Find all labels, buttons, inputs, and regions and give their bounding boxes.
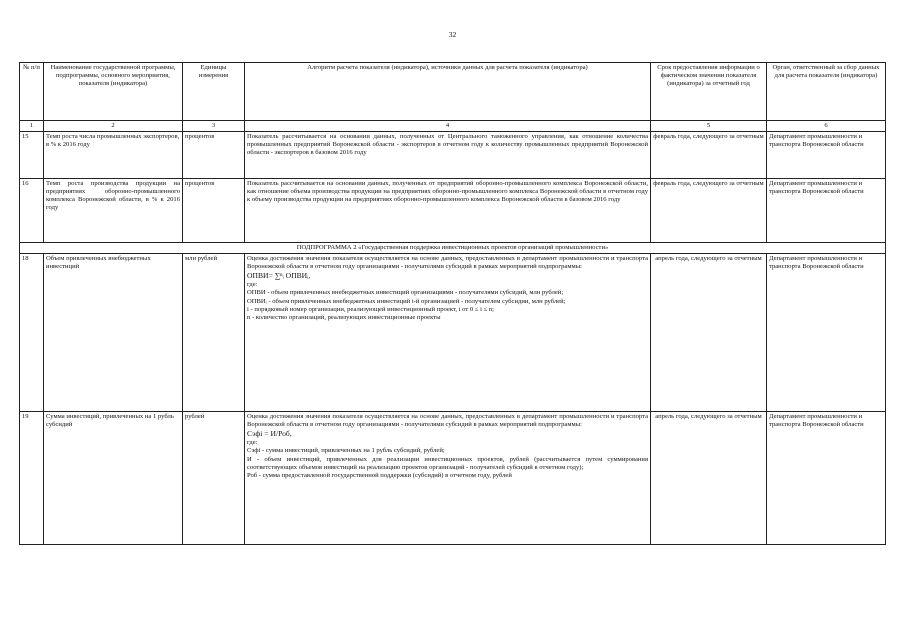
row-organ: Департамент промышленности и транспорта Воронежской области [767,179,886,243]
table-row [20,179,886,243]
formula: Сэфi = И/Роб, [247,429,292,439]
row-name: Темп роста числа промышленных экспортеров, в % к 2016 году [44,132,183,179]
header-algorithm: Алгоритм расчета показателя (индикатора), источники данных для расчета показателя (индикатора) [245,63,651,121]
header-organ: Орган, ответственный за сбор данных для расчета показателя (индикатора) [767,63,886,121]
header-term: Срок предоставления информации о фактическом значении показателя (индикатора) за отчетный год [651,63,767,121]
row-unit: процентов [183,179,245,243]
row-algorithm: Показатель рассчитывается на основании данных, полученных от предприятий оборонно-промышленного комплекса Воронежской области, как отношение объема производства продукции на предприятиях оборонно-промышленного комплекса Воронежской области в отчетном году к объему производства продукции на предприятиях оборонно-промышленного комплекса Воронежской области в базовом 2016 году [245,179,651,243]
definition: ОПВИᵢ - объем привлеченных внебюджетных инвестиций i-й организацией - получателем субсидии, млн рублей; [247,297,566,305]
column-number: 4 [245,121,651,132]
definition: Сэфi - сумма инвестиций, привлеченных на 1 рубль субсидий, рублей; [247,447,445,455]
table-row [20,132,886,179]
row-num: 15 [20,132,44,179]
row-num: 16 [20,179,44,243]
column-number-row [20,121,886,132]
definition: ОПВИ - объем привлеченных внебюджетных инвестиций организациями - получателями субсидий, млн рублей; [247,289,564,297]
column-number: 1 [20,121,44,132]
table-header-row [20,63,886,121]
row-term: февраль года, следующего за отчетным [651,132,767,179]
column-number: 2 [44,121,183,132]
formula-where: где: [247,439,258,447]
subprogram-title: ПОДПРОГРАММА 2 «Государственная поддержка инвестиционных проектов организаций промышленности» [20,243,886,254]
row-num: 18 [20,254,44,412]
row-unit: процентов [183,132,245,179]
subprogram-row [20,243,886,254]
row-organ: Департамент промышленности и транспорта Воронежской области [767,132,886,179]
column-number: 6 [767,121,886,132]
header-name: Наименование государственной программы, подпрограммы, основного мероприятия, показателя (индикатора) [44,63,183,121]
row-name: Темп роста производства продукции на предприятиях оборонно-промышленного комплекса Воронежской области, в % к 2016 году [44,179,183,243]
formula-where: где: [247,281,258,289]
row-term: апрель года, следующего за отчетным [651,254,767,412]
header-num: № п/п [20,63,44,121]
table-row [20,412,886,545]
table-row [20,254,886,412]
definition: i - порядковый номер организации, реализующей инвестиционный проект, i от 0 ≤ i ≤ n; [247,305,494,313]
row-algorithm: Показатель рассчитывается на основании данных, полученных от Центрального таможенного управления, как отношение количества промышленных предприятий Воронежской области - экспортеров в отчетном году к количеству промышленных предприятий Воронежской области - экспортеров в базовом 2016 году [245,132,651,179]
algorithm-intro: Оценка достижения значения показателя осуществляется на основе данных, предоставленных в департамент промышленности и транспорта Воронежской области в отчетном году организациями - получателями субсидий в рамках мероприятий подпрограммы: [247,255,648,271]
row-unit: рублей [183,412,245,545]
row-num: 19 [20,412,44,545]
definition: И - объем инвестиций, привлеченных для реализации инвестиционных проектов, рублей (рассчитывается путем суммирования соответствующих объемов инвестиций на реализацию проектов организаций - получателей субсидий в отчетном году); [247,455,648,471]
indicator-table [19,62,886,545]
row-term: апрель года, следующего за отчетным [651,412,767,545]
page-number: 32 [448,30,457,39]
formula: ОПВИ= ∑ⁿᵢ ОПВИᵢ, [247,271,311,281]
row-algorithm [245,254,651,412]
header-unit: Единицы измерения [183,63,245,121]
row-algorithm [245,412,651,545]
row-name: Объем привлеченных внебюджетных инвестиций [44,254,183,412]
row-unit: млн рублей [183,254,245,412]
row-organ: Департамент промышленности и транспорта Воронежской области [767,254,886,412]
column-number: 5 [651,121,767,132]
row-name: Сумма инвестиций, привлеченных на 1 рубль субсидий [44,412,183,545]
row-term: февраль года, следующего за отчетным [651,179,767,243]
column-number: 3 [183,121,245,132]
definition: Роб - сумма предоставленной государственной поддержки (субсидий) в отчетном году, рублей [247,471,512,479]
definition: n - количество организаций, реализующих инвестиционные проекты [247,313,441,321]
row-organ: Департамент промышленности и транспорта Воронежской области [767,412,886,545]
algorithm-intro: Оценка достижения значения показателя осуществляется на основе данных, предоставленных в департамент промышленности и транспорта Воронежской области в отчетном году организациями - получателями субсидий в рамках мероприятий подпрограммы: [247,413,648,429]
